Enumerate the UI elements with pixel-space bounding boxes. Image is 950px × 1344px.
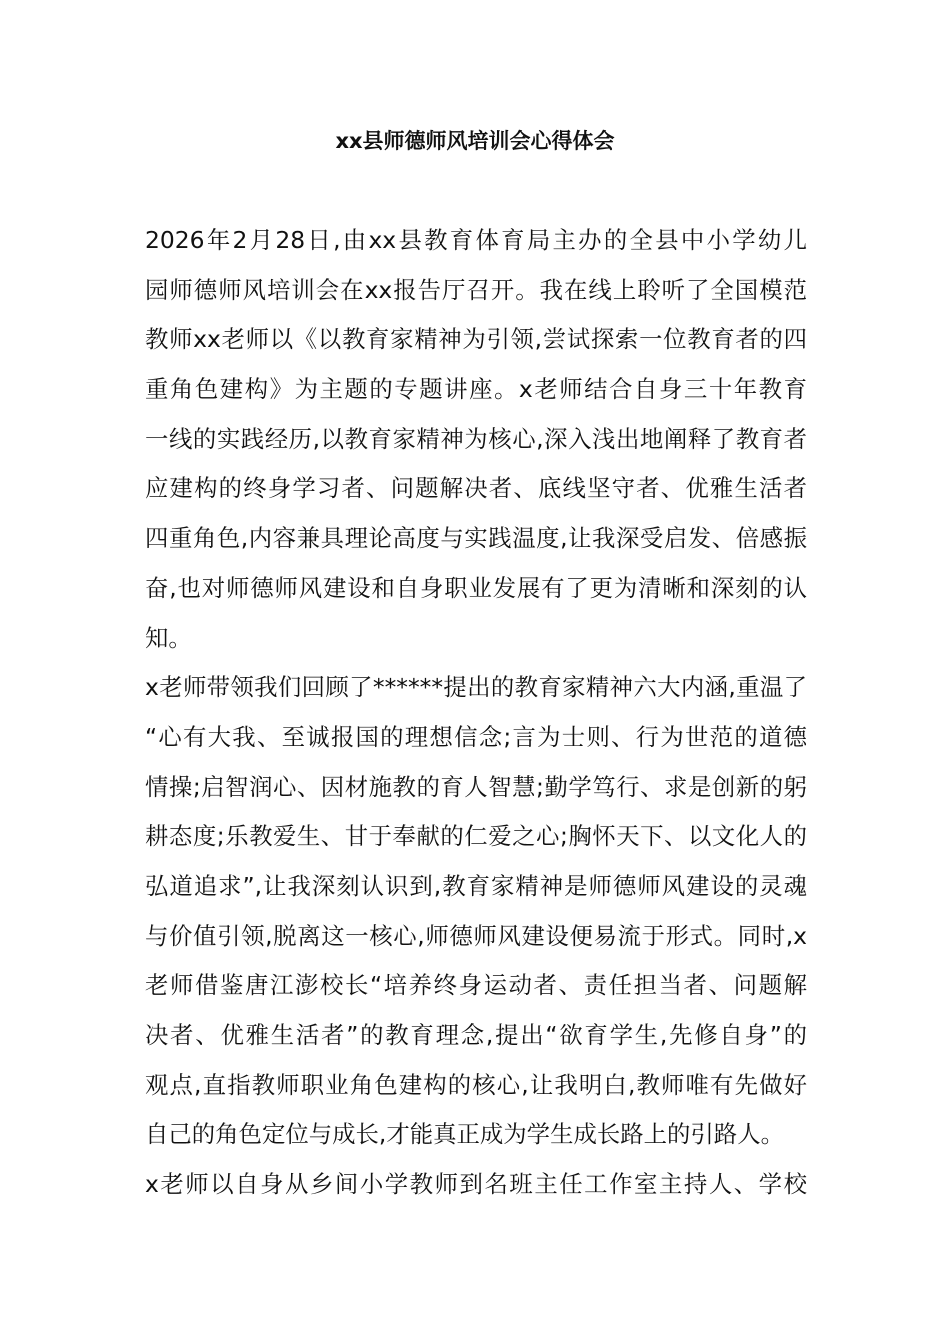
text-line: 观点,直指教师职业角色建构的核心,让我明白,教师唯有先做好 [145,1070,807,1099]
text-line: 教师xx老师以《以教育家精神为引领,尝试探索一位教育者的四 [145,325,807,354]
text-line: 情操;启智润心、因材施教的育人智慧;勤学笃行、求是创新的躬 [145,772,807,801]
text-line: 园师德师风培训会在xx报告厅召开。我在线上聆听了全国模范 [145,275,807,304]
text-line: 奋,也对师德师风建设和自身职业发展有了更为清晰和深刻的认 [145,573,807,602]
text-line: 自己的角色定位与成长,才能真正成为学生成长路上的引路人。 [145,1120,784,1149]
text-line: 一线的实践经历,以教育家精神为核心,深入浅出地阐释了教育者 [145,424,807,453]
text-line: x老师带领我们回顾了******提出的教育家精神六大内涵,重温了 [145,673,807,702]
text-line: “心有大我、至诚报国的理想信念;言为士则、行为世范的道德 [145,722,807,751]
text-line: 与价值引领,脱离这一核心,师德师风建设便易流于形式。同时,x [145,921,807,950]
document-body [145,216,807,1210]
text-line: 决者、优雅生活者”的教育理念,提出“欲育学生,先修自身”的 [145,1021,807,1049]
text-line: 弘道追求”,让我深刻认识到,教育家精神是师德师风建设的灵魂 [145,871,807,900]
text-line: 2026年2月28日,由xx县教育体育局主办的全县中小学幼儿 [145,226,807,254]
text-line: 耕态度;乐教爱生、甘于奉献的仁爱之心;胸怀天下、以文化人的 [145,822,807,851]
text-line: x老师以自身从乡间小学教师到名班主任工作室主持人、学校 [145,1170,807,1199]
text-line: 重角色建构》为主题的专题讲座。x老师结合自身三十年教育 [145,375,807,404]
text-line: 应建构的终身学习者、问题解决者、底线坚守者、优雅生活者 [145,474,807,503]
text-line: 老师借鉴唐江澎校长“培养终身运动者、责任担当者、问题解 [145,971,807,1000]
document-title: xx县师德师风培训会心得体会 [335,129,615,153]
text-line: 知。 [145,623,192,652]
text-line: 四重角色,内容兼具理论高度与实践温度,让我深受启发、倍感振 [145,524,807,553]
